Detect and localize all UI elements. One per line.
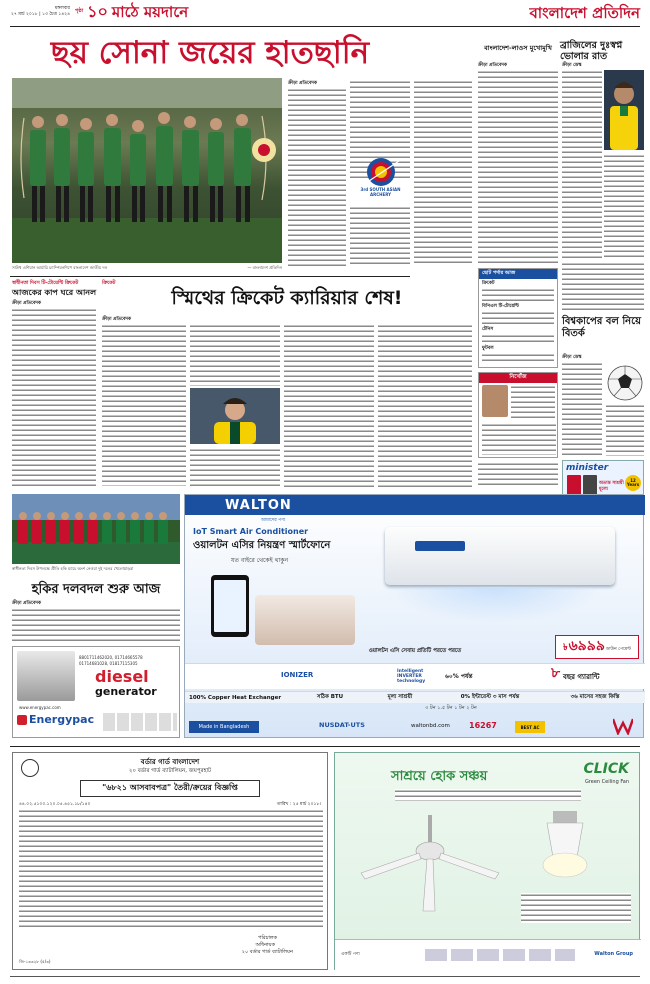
var-body-a [562, 362, 602, 456]
lead-headline: ছয় সোনা জয়ের হাতছানি [50, 35, 370, 71]
page-number-block [75, 4, 188, 20]
walton-ad[interactable] [184, 494, 644, 738]
small-box-item-3: ফুটবল [482, 346, 494, 351]
family-image [255, 595, 355, 645]
click-note: একটি পণ্য [341, 952, 360, 957]
day: মঙ্গলবার [54, 6, 70, 11]
hockey-body [12, 608, 180, 642]
walton-bottom-row [185, 691, 645, 703]
obituary-lines-b [482, 423, 556, 455]
laos-byline: ক্রীড়া প্রতিবেদক [478, 63, 507, 68]
phone-screen [214, 580, 246, 632]
bgb-emblem [21, 759, 39, 777]
click-partner-logos [425, 949, 575, 961]
walton-price: ৬৯৯৯ [568, 638, 605, 654]
ac-unit-image [385, 527, 615, 585]
brazil-photo [604, 70, 644, 150]
smith-byline: ক্রীড়া প্রতিবেদক [102, 317, 131, 322]
section-rule-1 [10, 276, 410, 277]
archery-logo-text: 3rd SOUTH ASIAN ARCHERY [360, 187, 401, 197]
page-number: ১০ [87, 2, 108, 21]
lead-photo-credit: — বাংলাদেশ প্রতিদিন [247, 265, 282, 270]
brazil-byline: ক্রীড়া ডেস্ক [562, 63, 582, 68]
smith-body-col2b [190, 448, 280, 488]
bgb-body [19, 809, 323, 929]
lead-body-col2b [350, 206, 410, 266]
hockey-team-image [12, 494, 180, 564]
lead-caption-text: সাউথ এশিয়ান আর্চারি চ্যাম্পিয়নশিপে বাংলাদেশ জাতীয় দল [12, 265, 108, 270]
lead-body-col3 [414, 80, 472, 266]
bgb-notice [12, 752, 328, 970]
hockey-caption: স্বাধীনতা দিবস উপলক্ষে প্রীতি হকি ম্যাচে অংশ নেওয়া দুই দলের খেলোয়াড়রা [12, 566, 134, 571]
obituary-box [478, 372, 558, 458]
hockey-headline: হকির দলবদল শুরু আজ [31, 582, 161, 597]
walton-price-suffix: ডাউন পেমেন্ট [605, 647, 631, 652]
small-box-item-1: বিপিএল টি-টোয়েন্টি [482, 304, 519, 309]
energypac-brand-top: diesel [95, 667, 149, 686]
smith-body-col2 [190, 324, 280, 386]
small-box-lines-2 [482, 334, 554, 344]
brazil-headline: ব্রাজিলের দুঃস্বপ্ন ভোলার রাত [560, 40, 623, 62]
walton-made-in: Made in Bangladesh [189, 721, 259, 733]
steve-smith-image [190, 388, 280, 444]
lead-caption [12, 265, 282, 270]
small-box-item-2: টেনিস [482, 327, 494, 332]
energypac-ad[interactable] [12, 646, 180, 738]
energypac-phone: 8801711462020, 01714665578 [79, 655, 143, 660]
cricket-small-headline: আজকের কাপ ঘরে আনল [12, 288, 97, 297]
energypac-phone2: 01714681028, 01817115305 [79, 661, 138, 666]
bgb-date: তারিখ : ২৫ মার্চ ২০১৮। [276, 802, 321, 807]
click-tagline: সাশ্রয়ে হোক সঞ্চয় [391, 769, 488, 784]
var-headline: বিশ্বকাপের বল নিয়ে বিতর্ক [562, 316, 642, 339]
neymar-image [604, 70, 644, 150]
walton-inverter: Intelligent INVERTER technology [397, 669, 426, 684]
bgb-title: "৬৮২১ আসবাবপত্র" তৈরী/ক্রয়ের বিজ্ঞপ্তি [80, 780, 260, 797]
lead-body-col1 [288, 88, 346, 266]
walton-brand: WALTON [225, 498, 292, 513]
cricket-small-body [12, 308, 96, 488]
bgb-footer-code: জি-১৩৩২৮ (৫/৩) [19, 959, 51, 964]
bgb-memo: ৪৪.০২.৫১০০.১২০.০৫.৪৫১.১৮/১৪০ [19, 802, 91, 807]
smith-body-col4 [378, 324, 472, 488]
walton-btu: সঠিক BTU [316, 693, 344, 700]
laos-body [478, 70, 558, 266]
ac-inverter-label [415, 541, 465, 551]
brazil-body-b [604, 154, 644, 258]
walton-copper: 100% Copper Heat Exchanger [189, 694, 282, 701]
walton-body-line: ওয়ালটন এসি সেবায় প্রতিটি পরতে পরতে [368, 648, 462, 654]
energypac-brand-bottom: generator [95, 685, 157, 698]
brazil-body-c [562, 262, 644, 312]
smith-body-col1 [102, 324, 186, 486]
small-box-item-0: ক্রিকেট [482, 281, 495, 286]
phone-image [211, 575, 249, 637]
walton-price-label: মূল্য সাশ্রয়ী [387, 693, 413, 700]
page-label: পৃষ্ঠা [75, 8, 84, 14]
energypac-logo-icon [17, 715, 27, 725]
hockey-byline: ক্রীড়া প্রতিবেদক [12, 601, 41, 606]
walton-ionizer: IONIZER [281, 671, 314, 679]
walton-headline: ওয়ালটন এসির নিয়ন্ত্রণ স্মার্টফোনে [193, 540, 331, 551]
energypac-badges [103, 713, 177, 731]
generator-image [17, 651, 75, 701]
walton-emi: ৩৬ মাসের সহজ কিস্তি [570, 693, 620, 700]
football-image [606, 364, 644, 402]
bgb-signer-title: পরিচালক [258, 935, 277, 941]
click-brand: CLICK [583, 761, 629, 777]
var-body-b [606, 404, 644, 456]
walton-nusdat: NUSDAT-UTS [319, 721, 365, 729]
bulb-image [535, 811, 595, 881]
lead-photo [12, 78, 282, 263]
walton-iot: IoT Smart Air Conditioner [193, 527, 309, 536]
lead-col3-continue [478, 462, 558, 488]
page-bottom-rule [10, 976, 640, 977]
walton-rating: BEST AC [515, 721, 545, 733]
smith-body-col3 [284, 324, 374, 488]
bgb-unit: ২০ বর্ডার গার্ড ব্যাটালিয়ন, জয়পুরহাট [128, 768, 212, 774]
laos-headline: বাংলাদেশ-লাওস মুখোমুখি [484, 44, 552, 52]
south-asian-archery-logo [353, 152, 408, 202]
archery-team-image [12, 78, 282, 263]
walton-subhead: যত বাইরে থেকেই থাকুন [231, 557, 289, 564]
bgb-signer-sub: অধিনায়ক [255, 942, 275, 948]
walton-tagline: আমাদের পণ্য [261, 518, 286, 523]
smith-photo [190, 388, 280, 444]
bgb-org: বর্ডার গার্ড বাংলাদেশ [140, 758, 200, 766]
minister-badge: 12 Years [625, 475, 641, 491]
click-brand-mark: Walton Group [594, 951, 633, 957]
obituary-lines-a [511, 385, 555, 421]
energypac-website: www.energypac.com [19, 705, 61, 710]
small-box [478, 268, 558, 368]
walton-logo-icon [613, 717, 633, 735]
archery-target-icon [361, 157, 401, 187]
small-box-title: ছোট পর্দার আজ [479, 269, 557, 279]
energypac-company: Energypac [29, 713, 95, 726]
brazil-body-a [562, 70, 602, 258]
click-product: Green Ceiling Fan [584, 779, 629, 785]
section-title: মাঠে ময়দানে [111, 3, 189, 21]
walton-website: waltonbd.com [411, 723, 450, 729]
small-box-lines-3 [482, 353, 554, 363]
var-byline: ক্রীড়া ডেস্ক [562, 355, 582, 360]
minister-brand: minister [566, 463, 609, 473]
minister-offer: অত্যন্ত সাশ্রয়ী মূল্যে [599, 481, 624, 492]
walton-warranty-text: বছর গ্যারান্টি [563, 673, 600, 681]
smith-kicker: ক্রিকেট [102, 281, 116, 286]
hockey-photo [12, 494, 180, 564]
ceiling-fan-image [355, 815, 505, 915]
walton-warranty-num: ৮ [551, 665, 561, 681]
walton-w-icon [613, 717, 633, 735]
walton-interest: 0% ইন্টারেস্ট ৩ মাস পর্যন্ত [460, 693, 520, 700]
walton-dealers: ৩ টন ১.৫ টন ১ টন ২ টন [425, 705, 477, 711]
smith-headline: স্মিথের ক্রিকেট ক্যারিয়ার শেষ! [171, 287, 403, 309]
click-offer-lines [395, 789, 581, 801]
obituary-title: নিখোঁজ [479, 373, 557, 383]
bottom-rule [10, 746, 640, 747]
date-line [10, 6, 70, 18]
ac-airflow [385, 587, 605, 623]
small-box-lines-0 [482, 288, 554, 302]
small-box-lines-1 [482, 311, 554, 325]
click-ad[interactable] [334, 752, 640, 970]
cricket-small-kicker: স্বাধীনতা দিবস টি-টোয়েন্টি ক্রিকেট [12, 281, 79, 286]
masthead: বাংলাদেশ প্রতিদিন [529, 4, 640, 22]
football-icon [606, 364, 644, 402]
walton-price-box [555, 635, 639, 659]
walton-saving: ৬০% পর্যন্ত [445, 673, 473, 680]
date: ২৭ মার্চ ২০১৮ | ১৩ চৈত্র ১৪২৪ [11, 12, 70, 17]
walton-price-prefix: ৳ [563, 643, 568, 653]
header-rule [10, 26, 640, 27]
obituary-photo [482, 385, 508, 417]
energypac-logo [17, 713, 94, 726]
cricket-small-byline: ক্রীড়া প্রতিবেদক [12, 301, 41, 306]
bgb-signer-unit: ২০ বর্ডার গার্ড ব্যাটালিয়ন [241, 949, 293, 955]
lead-byline: ক্রীড়া প্রতিবেদক [288, 81, 317, 86]
click-features [521, 893, 631, 923]
walton-hotline: 16267 [469, 721, 497, 730]
